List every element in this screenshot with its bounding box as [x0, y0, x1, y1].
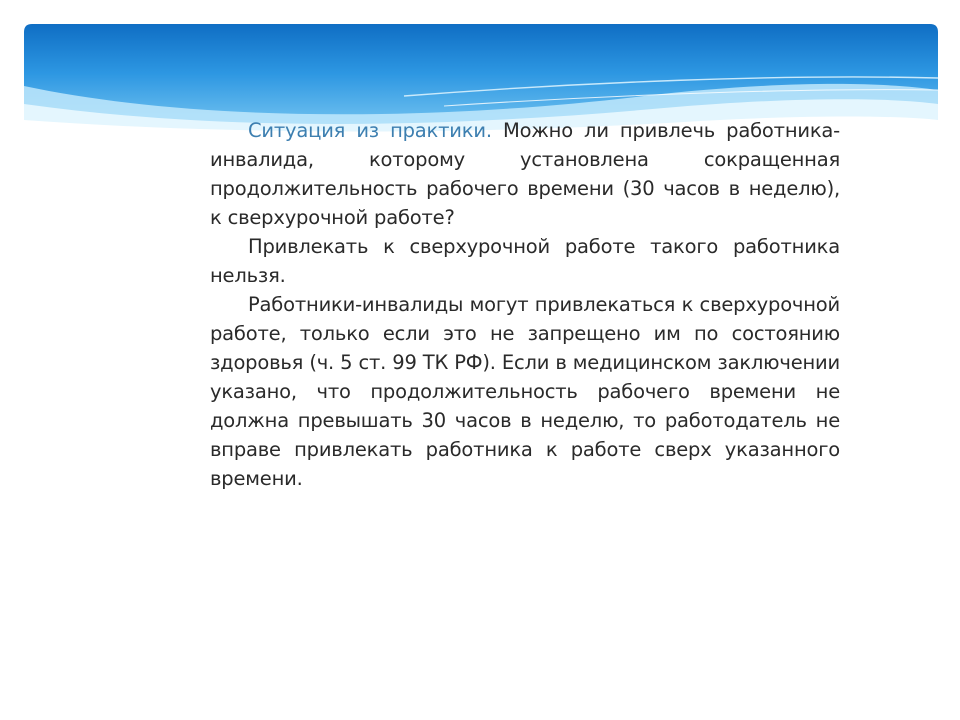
slide-body-text: [210, 116, 840, 493]
paragraph-question: [210, 116, 840, 232]
explanation-text: Работники-инвалиды могут привлекаться к сверхурочной работе, только если это не запрещено им по состоянию здоровья (ч. 5 ст. 99 ТК РФ). Если в медицинском заключении указано, что продолжительность рабочего времени не должна превышать 30 часов в неделю, то работодатель не вправе привлекать работника к работе сверх указанного времени.: [210, 293, 840, 490]
paragraph-explanation: [210, 290, 840, 493]
question-text: Можно ли привлечь работника-инвалида, которому установлена сокращенная продолжительность рабочего времени (30 часов в неделю), к сверхурочной работе?: [210, 119, 841, 229]
paragraph-answer: [210, 232, 840, 290]
answer-text: Привлекать к сверхурочной работе такого работника нельзя.: [210, 235, 840, 287]
situation-lead: Ситуация из практики.: [248, 119, 492, 142]
